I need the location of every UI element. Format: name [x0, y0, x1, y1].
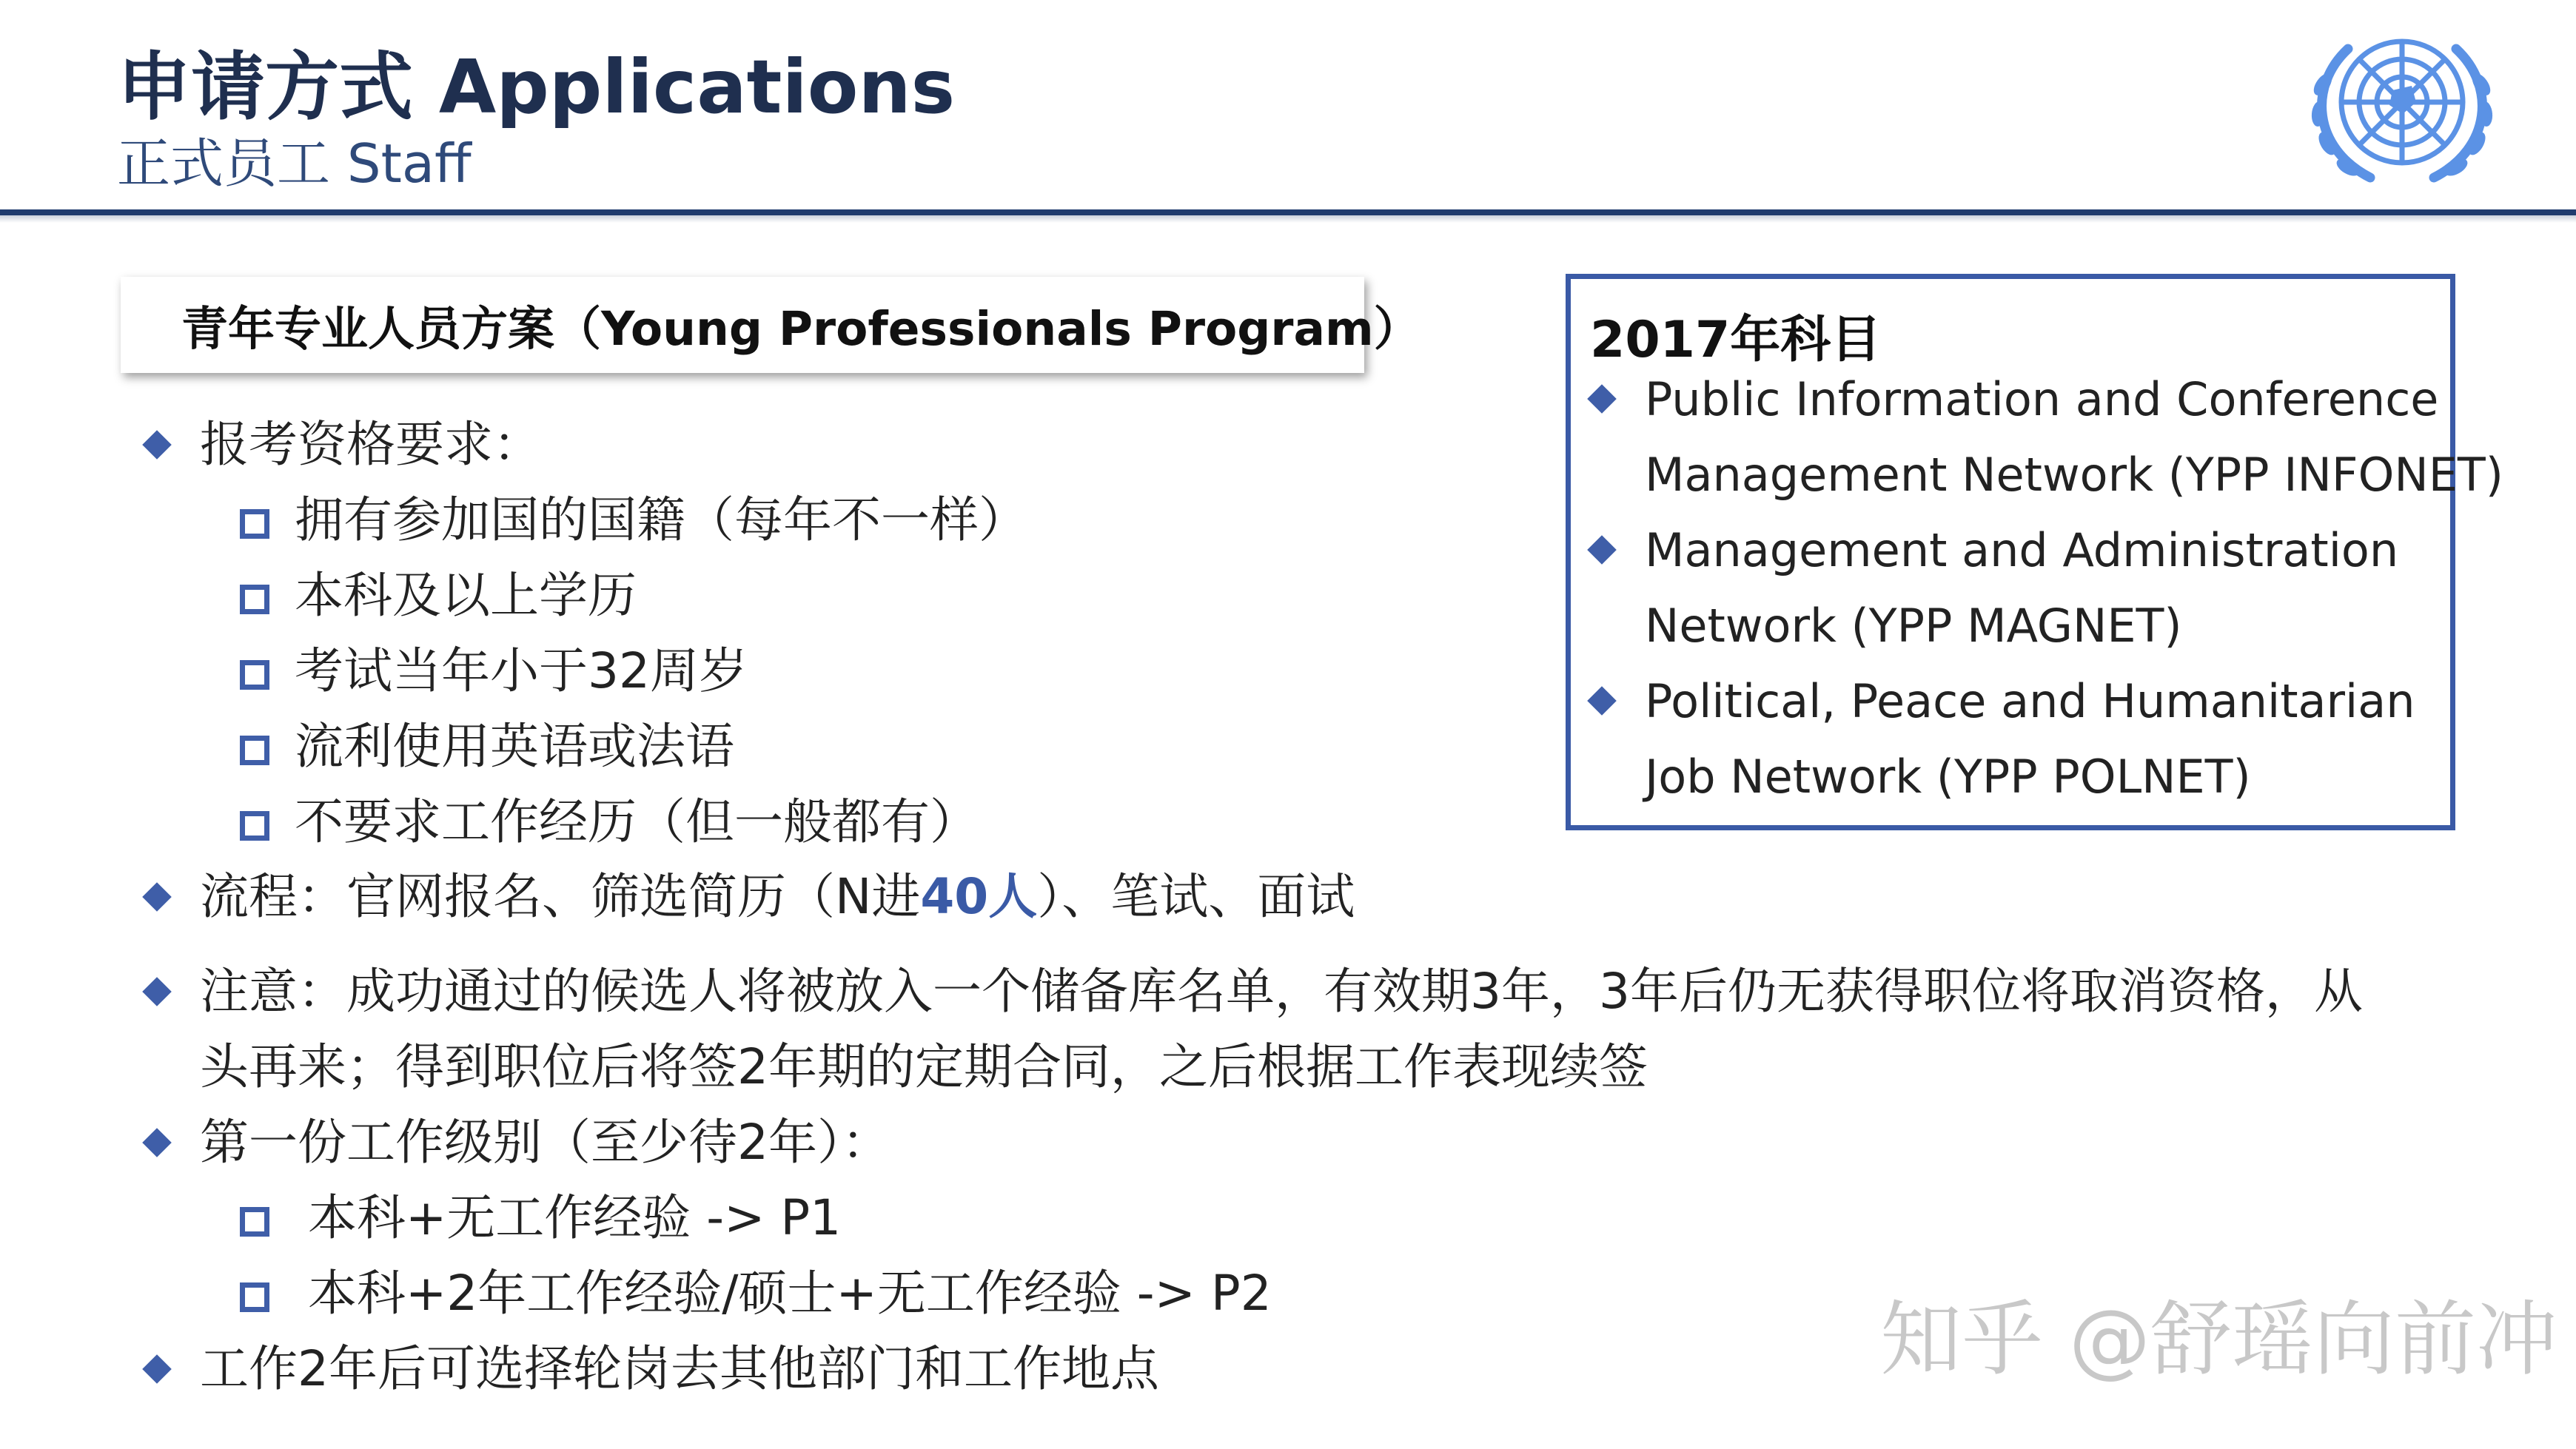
un-emblem-icon: [2302, 22, 2502, 194]
process-highlight: 40人: [920, 868, 1038, 925]
diamond-bullet-icon: [147, 434, 167, 455]
level-label: 第一份工作级别（至少待2年）：: [200, 1114, 890, 1171]
topic-2-line-1: Management and Administration: [1645, 523, 2399, 577]
square-bullet-icon: [240, 1282, 269, 1312]
level-item: 本科+2年工作经验/硕士+无工作经验 -> P2: [308, 1265, 1272, 1322]
topic-1-line-1: Public Information and Conference: [1645, 372, 2439, 426]
eligibility-item: 不要求工作经历（但一般都有）: [295, 793, 979, 850]
process-prefix: 流程：官网报名、筛选简历（N进: [200, 868, 921, 925]
eligibility-item: 流利使用英语或法语: [295, 718, 734, 775]
process-suffix: ）、笔试、面试: [1037, 868, 1355, 925]
square-bullet-icon: [240, 509, 269, 539]
note-line-2: 头再来；得到职位后将签2年期的定期合同，之后根据工作表现续签: [200, 1038, 1648, 1095]
diamond-bullet-icon: [1591, 539, 1612, 560]
rotation-line: 工作2年后可选择轮岗去其他部门和工作地点: [200, 1340, 1159, 1397]
diamond-bullet-icon: [147, 1132, 167, 1153]
header-divider: [0, 209, 2576, 215]
diamond-bullet-icon: [147, 981, 167, 1002]
square-bullet-icon: [240, 660, 269, 690]
eligibility-label: 报考资格要求：: [200, 416, 542, 473]
eligibility-item: 本科及以上学历: [295, 567, 637, 624]
square-bullet-icon: [240, 736, 269, 765]
topics-box: [1566, 274, 2503, 830]
header-divider-shadow: [0, 215, 2576, 223]
topics-title: 2017年科目: [1590, 311, 1882, 369]
topic-3-line-1: Political, Peace and Humanitarian: [1645, 674, 2415, 728]
square-bullet-icon: [240, 585, 269, 614]
eligibility-item: 拥有参加国的国籍（每年不一样）: [295, 491, 1027, 548]
program-label-box: [121, 277, 1421, 373]
diamond-bullet-icon: [1591, 690, 1612, 711]
diamond-bullet-icon: [147, 887, 167, 907]
watermark: 知乎 @舒瑶向前冲: [1880, 1292, 2557, 1387]
topic-2-line-2: Network (YPP MAGNET): [1645, 599, 2182, 653]
page-subtitle: 正式员工 Staff: [117, 132, 472, 195]
process-line: [200, 859, 1355, 935]
program-label: 青年专业人员方案（Young Professionals Program）: [181, 301, 1421, 356]
diamond-bullet-icon: [1591, 389, 1612, 409]
topic-3-line-2: Job Network (YPP POLNET): [1645, 750, 2251, 804]
square-bullet-icon: [240, 811, 269, 841]
level-item: 本科+无工作经验 -> P1: [308, 1189, 842, 1246]
square-bullet-icon: [240, 1207, 269, 1237]
note-line-1: 注意：成功通过的候选人将被放入一个储备库名单，有效期3年，3年后仍无获得职位将取消资格，从: [200, 963, 2363, 1020]
topic-1-line-2: Management Network (YPP INFONET): [1645, 448, 2503, 502]
eligibility-item: 考试当年小于32周岁: [295, 642, 748, 699]
page-title: 申请方式 Applications: [117, 44, 956, 130]
diamond-bullet-icon: [147, 1359, 167, 1379]
